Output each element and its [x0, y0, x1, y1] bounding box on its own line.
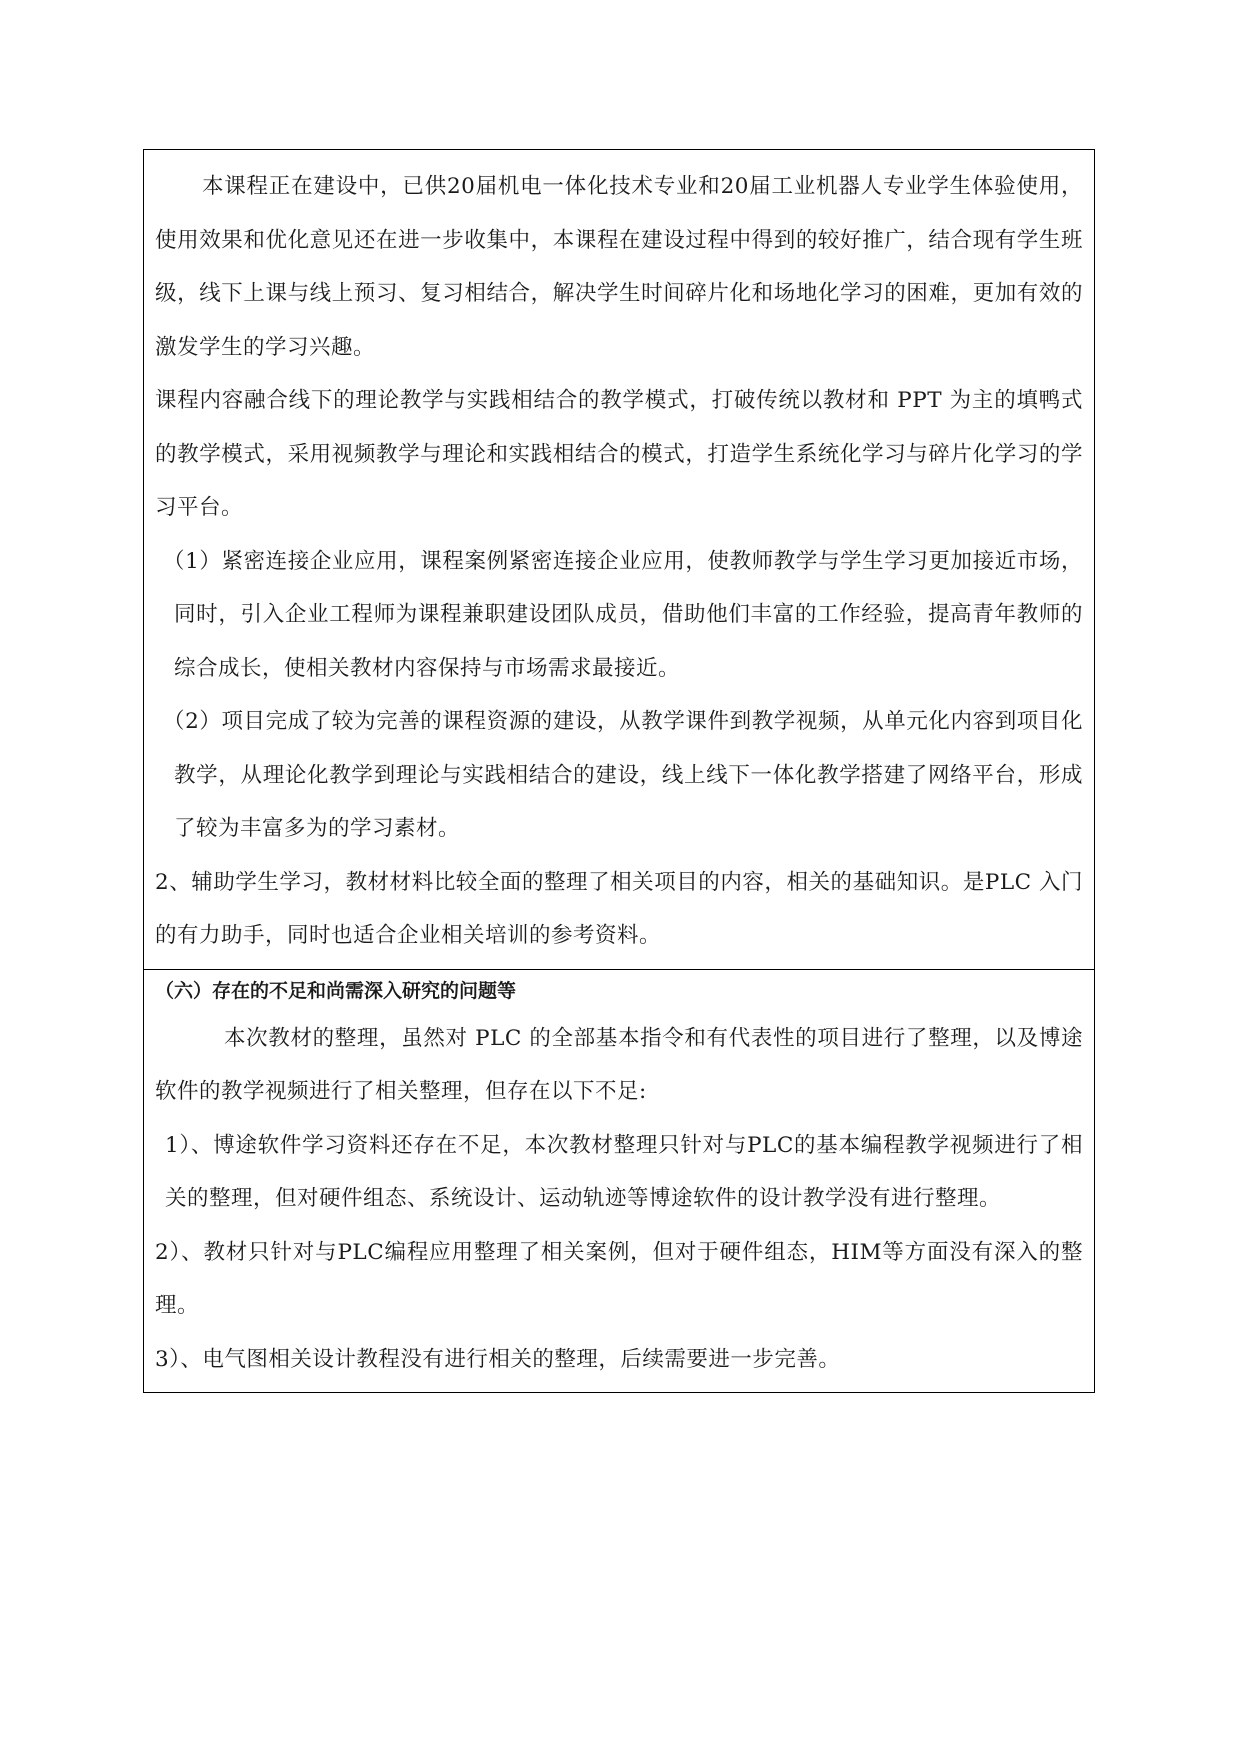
paragraph-teaching-mode: 课程内容融合线下的理论教学与实践相结合的教学模式，打破传统以教材和 PPT 为主的填鸭式的教学模式，采用视频教学与理论和实践相结合的模式，打造学生系统化学习与碎片化学习的学习平台。 [155, 388, 1083, 520]
course-outcome-cell [144, 150, 1094, 969]
paragraph-shortcoming-2: 2）、教材只针对与PLC编程应用整理了相关案例，但对于硬件组态，HIM等方面没有深入的整理。 [155, 1239, 1083, 1318]
paragraph-shortcoming-3: 3）、电气图相关设计教程没有进行相关的整理，后续需要进一步完善。 [155, 1346, 841, 1372]
paragraph-course-status: 本课程正在建设中，已供20届机电一体化技术专业和20届工业机器人专业学生体验使用，使用效果和优化意见还在进一步收集中，本课程在建设过程中得到的较好推广，结合现有学生班级，线下上课与线上预习、复习相结合，解决学生时间碎片化和场地化学习的困难，更加有效的激发学生的学习兴趣。 [155, 174, 1083, 360]
section-heading-shortcomings: （六）存在的不足和尚需深入研究的问题等 [155, 979, 517, 1002]
shortcomings-cell [144, 969, 1094, 1393]
paragraph-student-support: 2、辅助学生学习，教材材料比较全面的整理了相关项目的内容，相关的基础知识。是PLC 入门的有力助手，同时也适合企业相关培训的参考资料。 [155, 869, 1083, 948]
paragraph-shortcoming-1: 1）、博途软件学习资料还存在不足，本次教材整理只针对与PLC的基本编程教学视频进行了相关的整理，但对硬件组态、系统设计、运动轨迹等博途软件的设计教学没有进行整理。 [165, 1132, 1083, 1211]
report-table [143, 149, 1095, 1393]
paragraph-shortcomings-intro: 本次教材的整理，虽然对 PLC 的全部基本指令和有代表性的项目进行了整理，以及博途软件的教学视频进行了相关整理，但存在以下不足: [155, 1025, 1083, 1104]
paragraph-course-resources: （2）项目完成了较为完善的课程资源的建设，从教学课件到教学视频，从单元化内容到项目化教学，从理论化教学到理论与实践相结合的建设，线上线下一体化教学搭建了网络平台，形成了较为丰富多为的学习素材。 [163, 709, 1083, 841]
paragraph-enterprise-application: （1）紧密连接企业应用，课程案例紧密连接企业应用，使教师教学与学生学习更加接近市场，同时，引入企业工程师为课程兼职建设团队成员，借助他们丰富的工作经验，提高青年教师的综合成长，使相关教材内容保持与市场需求最接近。 [163, 548, 1083, 681]
